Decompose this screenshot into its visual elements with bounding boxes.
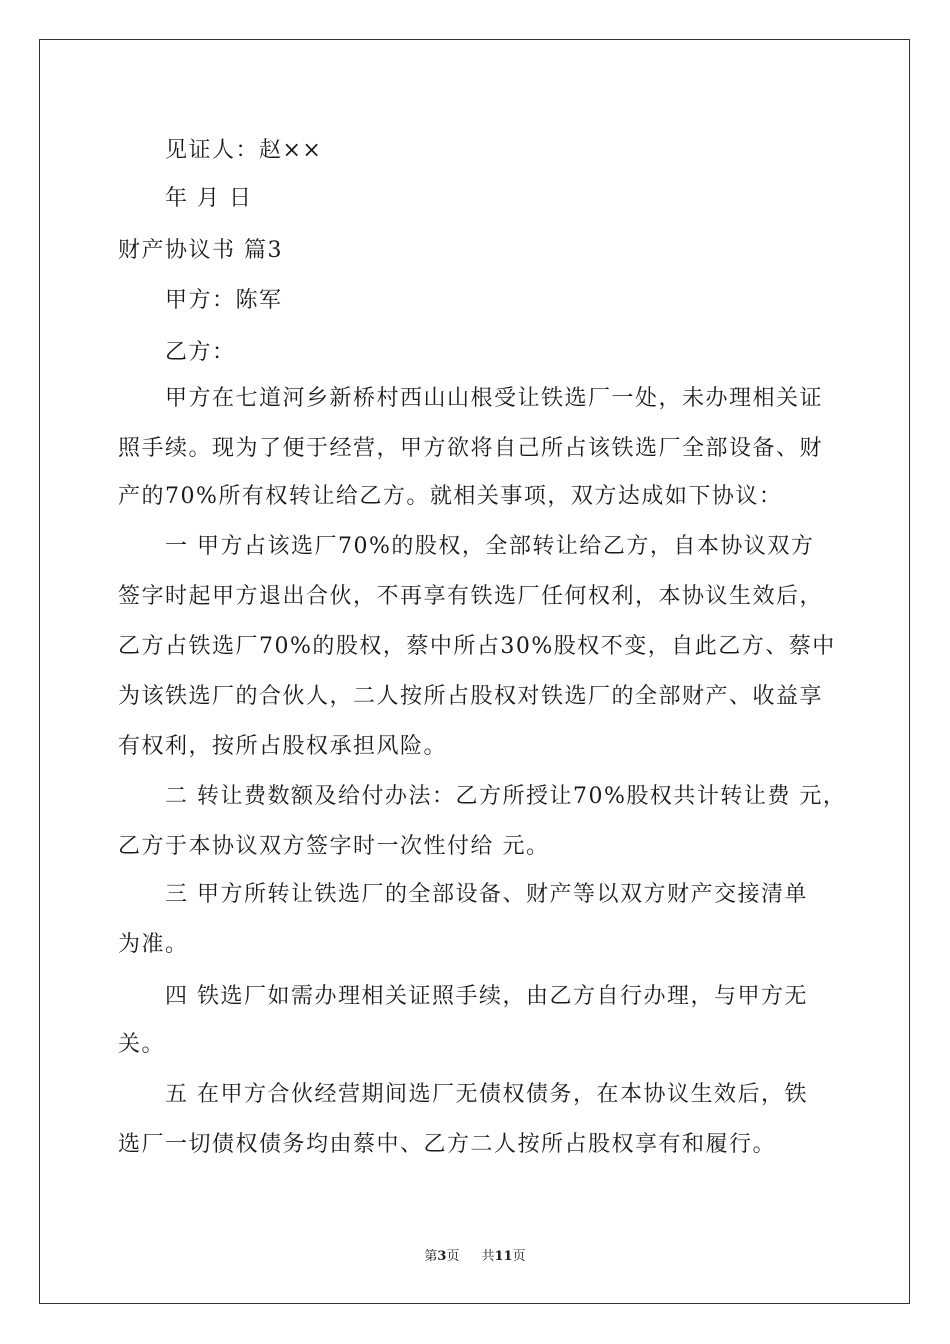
paragraph-line: 产的70%所有权转让给乙方。就相关事项，双方达成如下协议：	[118, 484, 783, 509]
page-border	[39, 39, 910, 1304]
clause-line: 一 甲方占该选厂70%的股权，全部转让给乙方，自本协议双方	[165, 534, 815, 559]
date-line: 年 月 日	[165, 186, 253, 211]
clause-line: 签字时起甲方退出合伙，不再享有铁选厂任何权利，本协议生效后，	[118, 584, 824, 609]
clause-line: 二 转让费数额及给付办法：乙方所授让70%股权共计转让费 元，	[165, 784, 847, 809]
paragraph-line: 照手续。现为了便于经营，甲方欲将自己所占该铁选厂全部设备、财	[118, 436, 824, 461]
clause-line: 乙方占铁选厂70%的股权，蔡中所占30%股权不变，自此乙方、蔡中	[118, 634, 836, 659]
clause-line: 四 铁选厂如需办理相关证照手续，由乙方自行办理，与甲方无	[165, 984, 808, 1009]
party-b-line: 乙方：	[165, 340, 236, 365]
page-suffix: 页	[446, 1249, 460, 1264]
clause-line: 选厂一切债权债务均由蔡中、乙方二人按所占股权享有和履行。	[118, 1132, 777, 1157]
section-title: 财产协议书 篇3	[118, 238, 283, 263]
clause-line: 为准。	[118, 932, 189, 957]
paragraph-line: 甲方在七道河乡新桥村西山山根受让铁选厂一处，未办理相关证	[165, 386, 824, 411]
witness-line: 见证人：赵××	[165, 138, 323, 163]
clause-line: 五 在甲方合伙经营期间选厂无债权债务，在本协议生效后，铁	[165, 1082, 808, 1107]
clause-line: 有权利，按所占股权承担风险。	[118, 734, 448, 759]
total-prefix: 共	[481, 1249, 495, 1264]
clause-line: 为该铁选厂的合伙人，二人按所占股权对铁选厂的全部财产、收益享	[118, 684, 824, 709]
page-prefix: 第	[424, 1249, 438, 1264]
total-pages: 11	[494, 1249, 513, 1264]
page-number: 3	[437, 1249, 447, 1264]
total-suffix: 页	[512, 1249, 526, 1264]
clause-line: 关。	[118, 1032, 166, 1057]
clause-line: 乙方于本协议双方签字时一次性付给 元。	[118, 834, 550, 859]
clause-line: 三 甲方所转让铁选厂的全部设备、财产等以双方财产交接清单	[165, 882, 808, 907]
page-footer	[0, 1248, 950, 1266]
party-a-line: 甲方：陈军	[165, 288, 283, 313]
